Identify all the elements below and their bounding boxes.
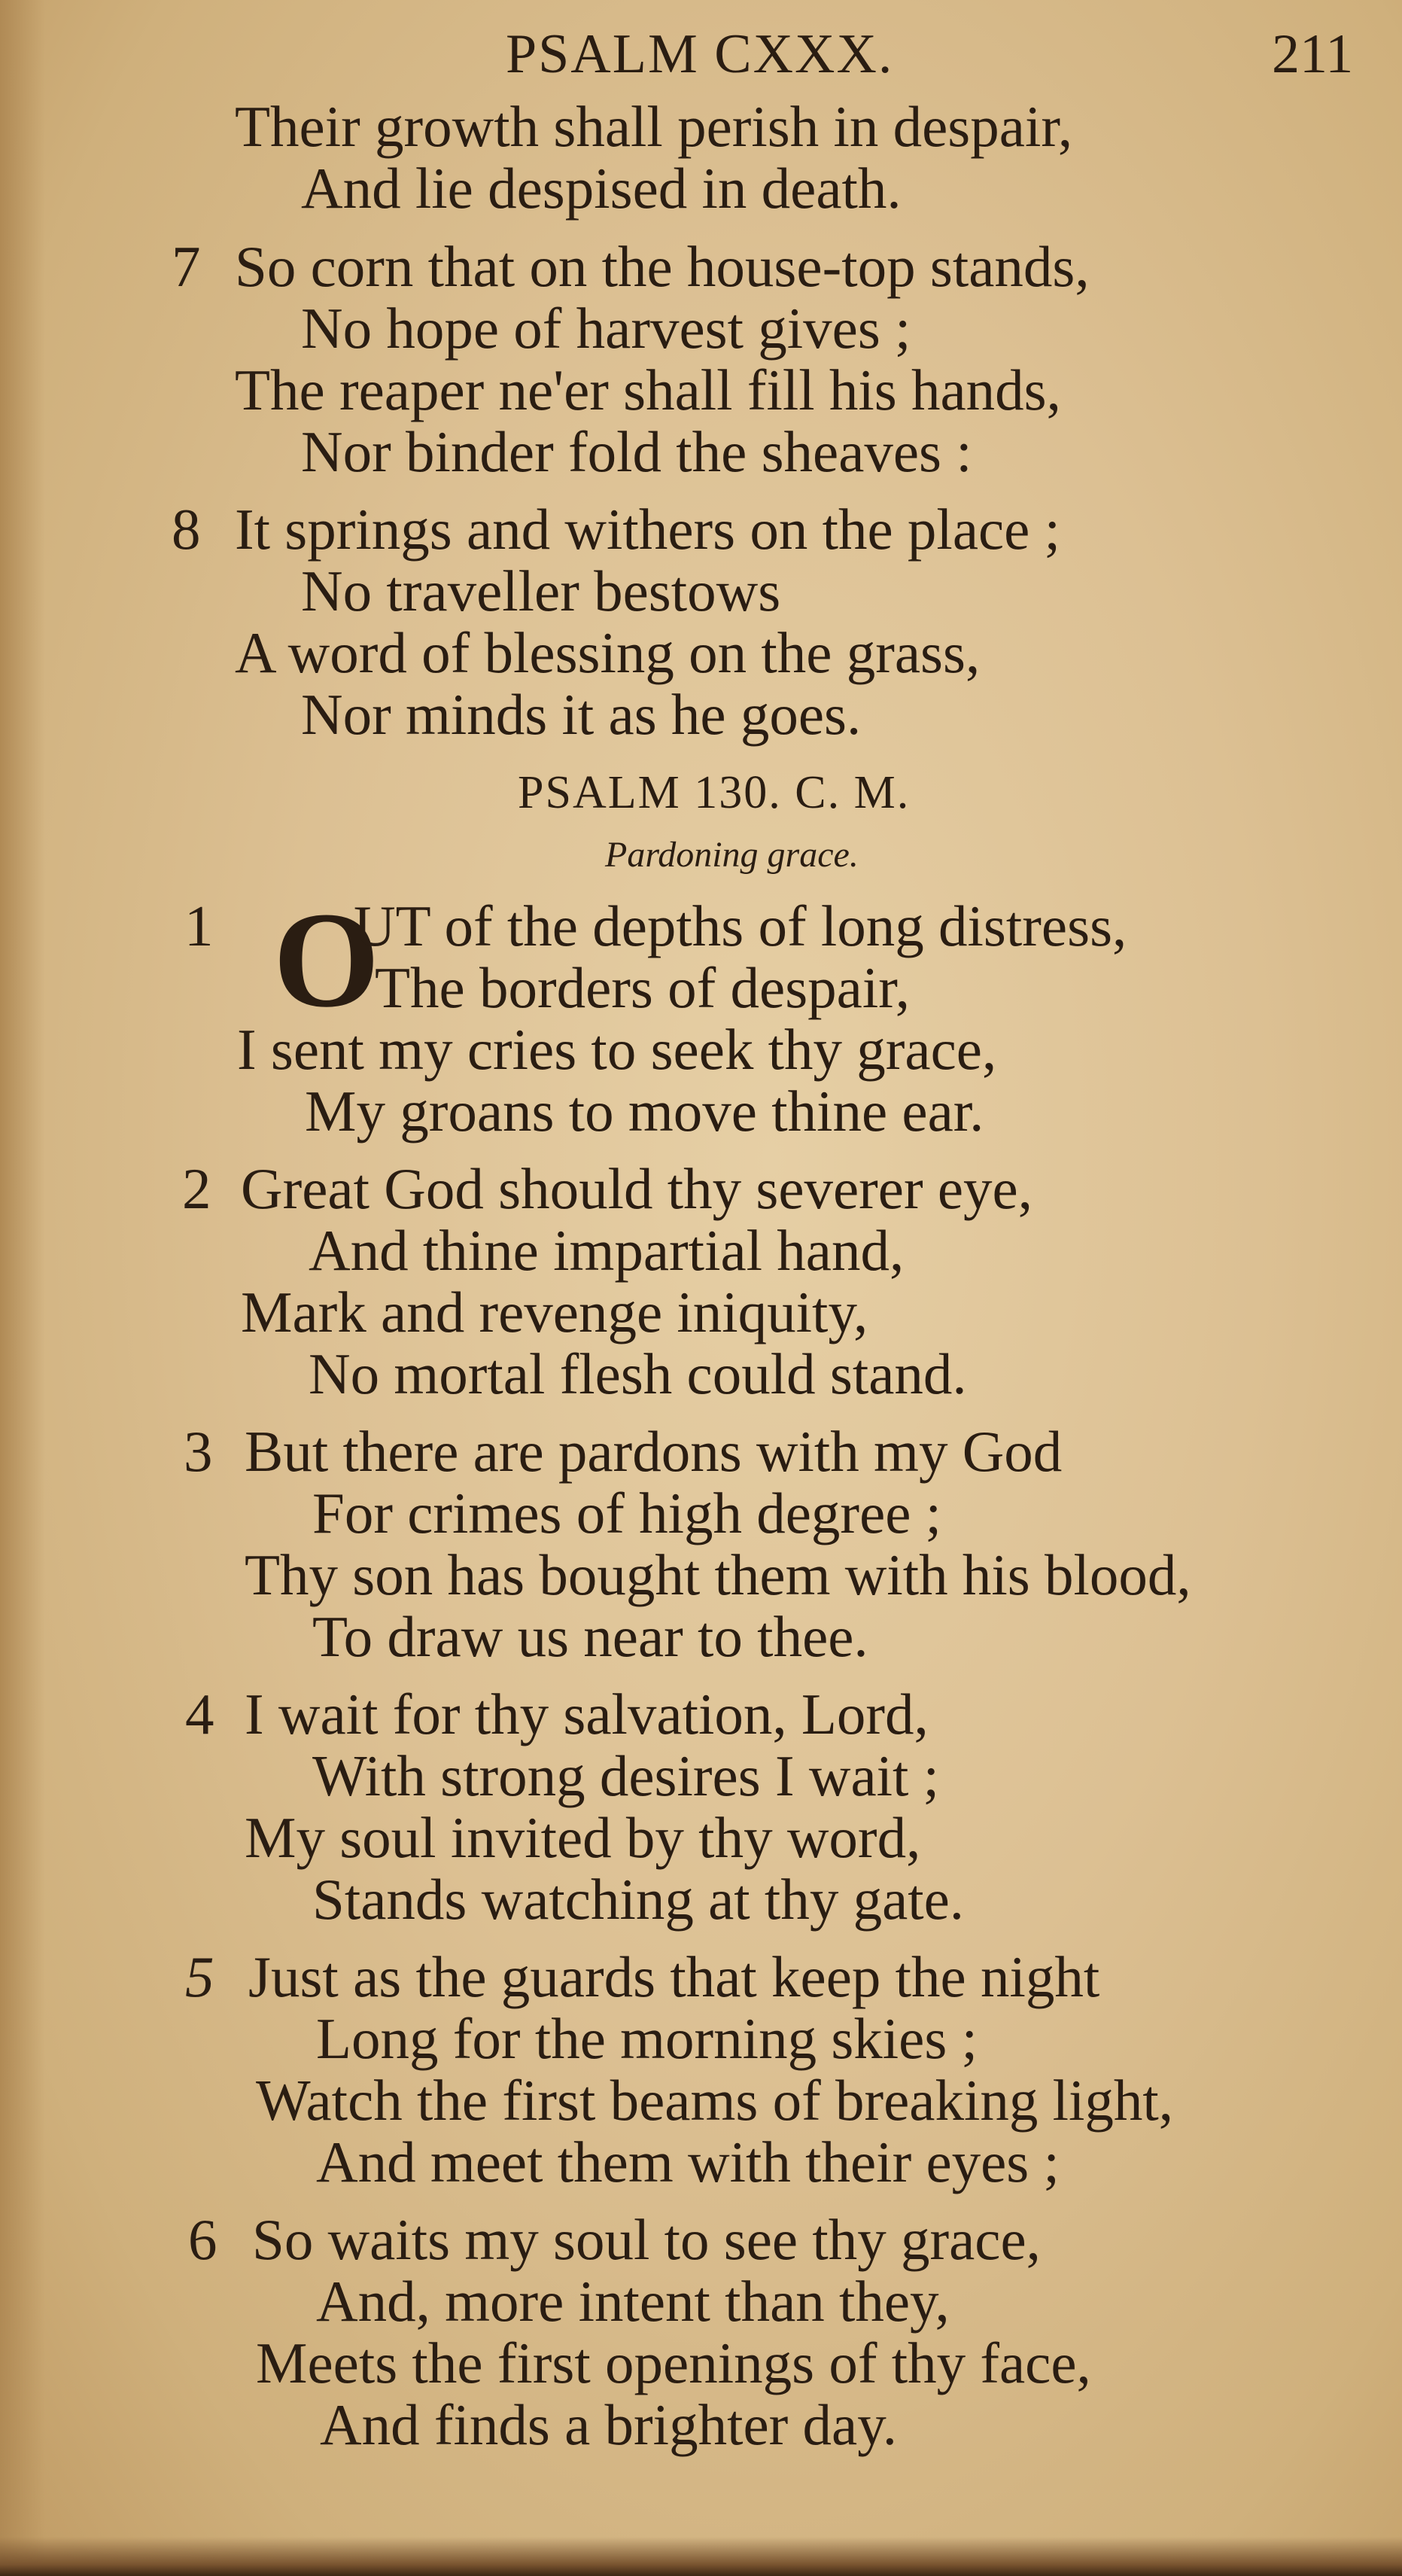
stanza-number: 6 [188, 2207, 217, 2272]
stanza-number: 8 [172, 497, 201, 562]
verse-line: Meets the first openings of thy face, [256, 2331, 1091, 2395]
verse-line: Thy son has bought them with his blood, [245, 1542, 1191, 1607]
verse-line: And meet them with their eyes ; [316, 2130, 1060, 2194]
verse-line: The reaper ne'er shall fill his hands, [235, 358, 1061, 422]
verse-line: With strong desires I wait ; [312, 1743, 940, 1808]
verse-line: The borders of despair, [375, 955, 911, 1020]
verse-line: For crimes of high degree ; [312, 1481, 942, 1545]
verse-line: I sent my cries to seek thy grace, [237, 1017, 997, 1082]
verse-line: No traveller bestows [301, 559, 781, 623]
page-number: 211 [1272, 23, 1354, 85]
verse-line: So corn that on the house-top stands, [235, 234, 1090, 299]
verse-line: No hope of harvest gives ; [301, 296, 911, 361]
page-shadow-left [0, 0, 45, 2576]
verse-line: It springs and withers on the place ; [235, 497, 1060, 562]
stanza-number: 5 [185, 1944, 214, 2009]
verse-line: A word of blessing on the grass, [235, 620, 981, 685]
verse-line: My soul invited by thy word, [245, 1805, 921, 1870]
verse-line: I wait for thy salvation, Lord, [245, 1682, 929, 1746]
verse-line: Great God should thy severer eye, [241, 1156, 1032, 1221]
verse-line: And thine impartial hand, [309, 1218, 905, 1283]
stanza-number: 2 [182, 1156, 211, 1221]
drop-cap: O [273, 885, 380, 1036]
stanza-number: 3 [184, 1419, 213, 1484]
verse-line: My groans to move thine ear. [305, 1079, 984, 1143]
verse-line: Mark and revenge iniquity, [241, 1280, 868, 1344]
verse-line: And finds a brighter day. [320, 2392, 897, 2457]
stanza-number: 1 [184, 894, 214, 958]
stanza-number: 4 [185, 1682, 214, 1746]
verse-line: Stands watching at thy gate. [312, 1867, 965, 1932]
verse-line: Nor binder fold the sheaves : [301, 419, 972, 484]
verse-line: No mortal flesh could stand. [309, 1341, 967, 1406]
verse-line: UT of the depths of long distress, [354, 894, 1127, 958]
verse-line: So waits my soul to see thy grace, [252, 2207, 1041, 2272]
running-head [0, 23, 1402, 90]
verse-line: Their growth shall perish in despair, [235, 94, 1073, 159]
verse-line: Watch the first beams of breaking light, [256, 2068, 1174, 2133]
verse-line: To draw us near to thee. [312, 1604, 868, 1669]
stanza-number: 7 [172, 234, 201, 299]
psalm-subtitle: Pardoning grace. [605, 835, 859, 875]
verse-line: But there are pardons with my God [245, 1419, 1063, 1484]
verse-line: Nor minds it as he goes. [301, 682, 862, 747]
page-bottom-edge [0, 2537, 1402, 2576]
psalm-heading: PSALM 130. C. M. [518, 767, 911, 818]
verse-line: Just as the guards that keep the night [248, 1944, 1100, 2009]
verse-line: And lie despised in death. [301, 156, 902, 221]
verse-line: Long for the morning skies ; [316, 2006, 978, 2071]
running-head-title: PSALM CXXX. [506, 23, 894, 85]
verse-line: And, more intent than they, [316, 2269, 950, 2334]
